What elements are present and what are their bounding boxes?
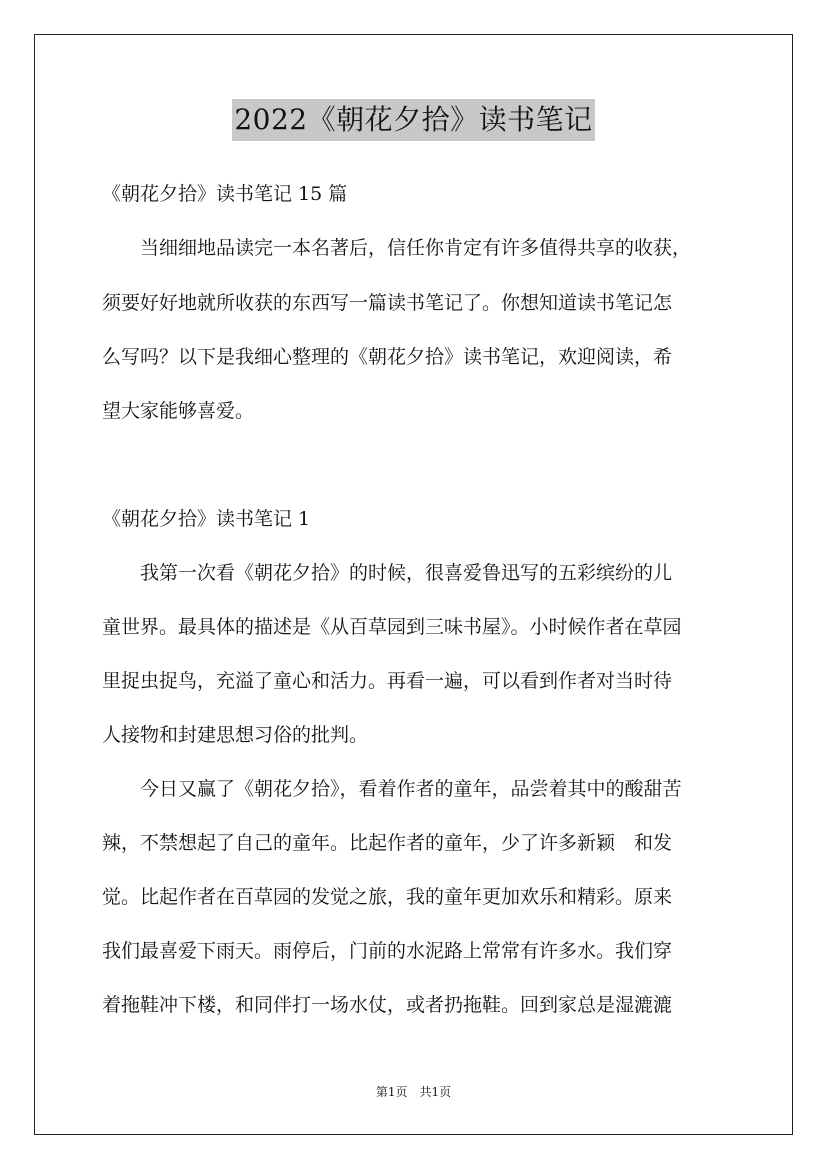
text-line: 人接物和封建思想习俗的批判。 xyxy=(102,724,369,746)
text-line: 须要好好地就所收获的东西写一篇读书笔记了。你想知道读书笔记怎 xyxy=(102,292,673,314)
text-line: 我第一次看《朝花夕拾》的时候，很喜爱鲁迅写的五彩缤纷的儿 xyxy=(102,562,673,584)
text-line: 么写吗？以下是我细心整理的《朝花夕拾》读书笔记，欢迎阅读，希 xyxy=(102,346,673,368)
text-line: 里捉虫捉鸟，充溢了童心和活力。再看一遍，可以看到作者对当时待 xyxy=(102,670,673,692)
text-line: 望大家能够喜爱。 xyxy=(102,400,255,422)
text-line: 童世界。最具体的描述是《从百草园到三味书屋》。小时候作者在草园 xyxy=(102,616,682,638)
text-line: 着拖鞋冲下楼，和同伴打一场水仗，或者扔拖鞋。回到家总是湿漉漉 xyxy=(102,994,673,1016)
title-container xyxy=(0,99,827,141)
text-line: 当细细地品读完一本名著后，信任你肯定有许多值得共享的收获， xyxy=(102,237,692,259)
text-line: 辣，不禁想起了自己的童年。比起作者的童年，少了许多新颖 和发 xyxy=(102,832,673,854)
document-title: 2022《朝花夕拾》读书笔记 xyxy=(232,99,594,141)
text-line: 我们最喜爱下雨天。雨停后，门前的水泥路上常常有许多水。我们穿 xyxy=(102,940,673,962)
subtitle-line: 《朝花夕拾》读书笔记 15 篇 xyxy=(102,183,348,205)
page-footer: 第1页 共1页 xyxy=(375,1085,452,1099)
section-heading: 《朝花夕拾》读书笔记 1 xyxy=(102,508,311,530)
text-line: 觉。比起作者在百草园的发觉之旅，我的童年更加欢乐和精彩。原来 xyxy=(102,886,673,908)
text-line: 今日又赢了《朝花夕拾》，看着作者的童年，品尝着其中的酸甜苦 xyxy=(102,778,682,800)
